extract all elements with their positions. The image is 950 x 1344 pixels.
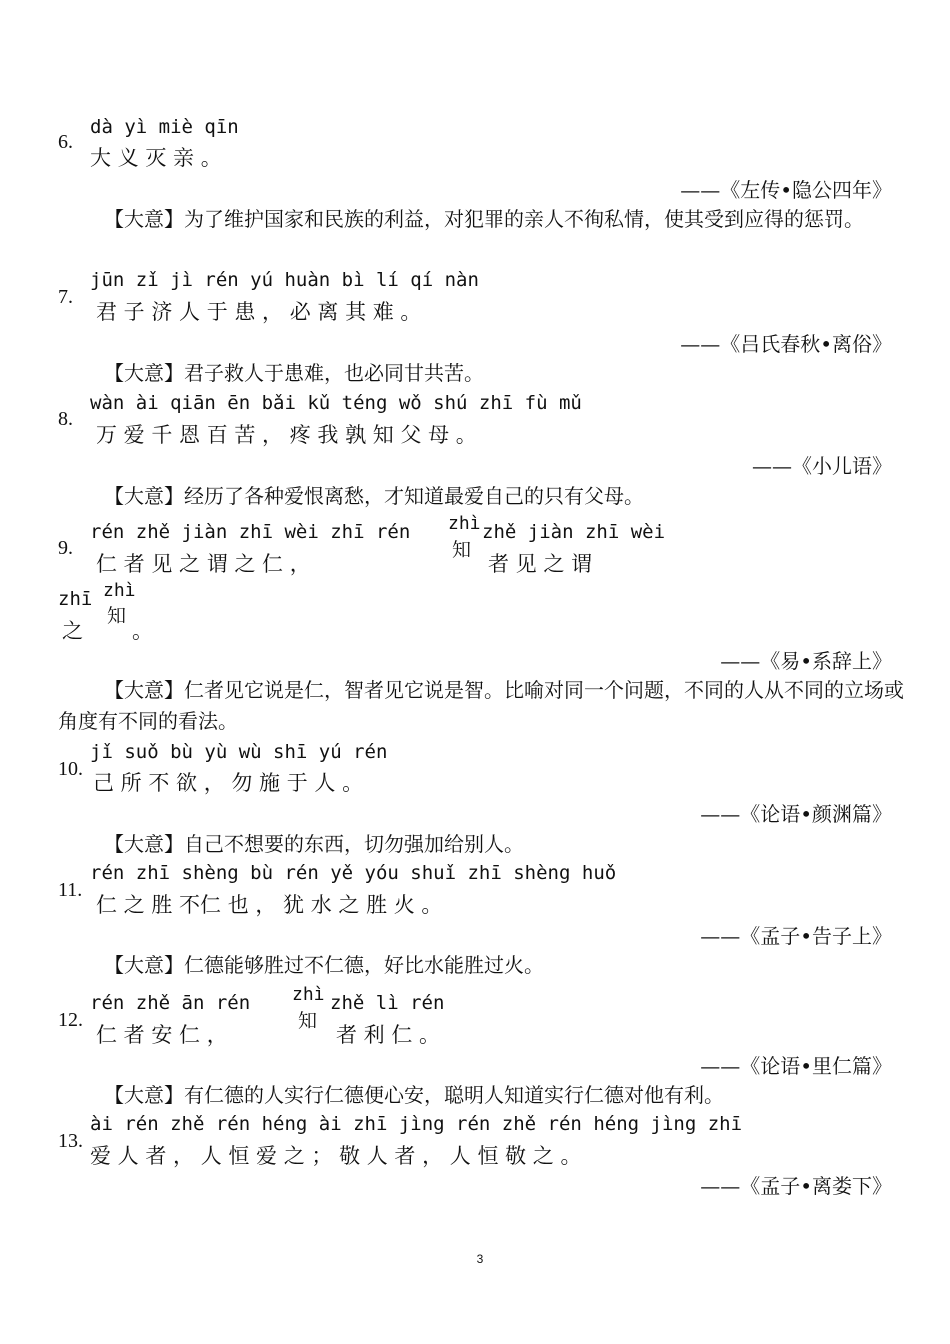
source-citation: ——《论语•颜渊篇》: [700, 802, 892, 826]
entry-number: 12.: [58, 1009, 83, 1031]
meaning-text: 【大意】自己不想要的东西，切勿强加给别人。: [104, 832, 524, 856]
entry-number: 7.: [58, 286, 73, 308]
hanzi-line: 者 见 之 谓: [488, 552, 593, 576]
pinyin-line: ài rén zhě rén héng ài zhī jìng rén zhě rén héng jìng zhī: [90, 1113, 743, 1135]
pinyin-line: zhě lì rén: [330, 992, 445, 1014]
pinyin-line: dà yì miè qīn: [90, 116, 239, 138]
hanzi-line: 爱 人 者 ， 人 恒 爱 之 ； 敬 人 者 ， 人 恒 敬 之 。: [90, 1144, 582, 1168]
hanzi-line: 仁 者 安 仁 ，: [96, 1023, 228, 1047]
source-citation: ——《论语•里仁篇》: [700, 1054, 892, 1078]
ruby-pinyin: zhì: [103, 580, 136, 601]
meaning-text: 【大意】君子救人于患难，也必同甘共苦。: [104, 361, 484, 385]
meaning-text: 【大意】为了维护国家和民族的利益，对犯罪的亲人不徇私情，使其受到应得的惩罚。: [104, 207, 864, 231]
source-citation: ——《左传•隐公四年》: [680, 178, 892, 202]
page-number: 3: [476, 1252, 484, 1266]
pinyin-line: rén zhě ān rén: [90, 992, 251, 1014]
meaning-text: 【大意】经历了各种爱恨离愁，才知道最爱自己的只有父母。: [104, 484, 644, 508]
hanzi-line: 己 所 不 欲 ， 勿 施 于 人 。: [93, 771, 364, 795]
entry-number: 11.: [58, 879, 83, 901]
pinyin-line: wàn ài qiān ēn bǎi kǔ téng wǒ shú zhī fù mǔ: [90, 392, 582, 414]
hanzi-line: 仁 之 胜 不仁 也 ， 犹 水 之 胜 火 。: [96, 893, 443, 917]
ruby-char: 知: [298, 1010, 318, 1032]
entry-number: 10.: [58, 758, 83, 780]
source-citation: ——《易•系辞上》: [720, 649, 892, 673]
pinyin-line: zhī: [58, 588, 93, 610]
meaning-text: 【大意】仁德能够胜过不仁德，好比水能胜过火。: [104, 953, 544, 977]
pinyin-line: zhě jiàn zhī wèi: [482, 521, 666, 543]
ruby-pinyin: zhì: [292, 984, 325, 1005]
pinyin-line: jūn zǐ jì rén yú huàn bì lí qí nàn: [90, 269, 479, 291]
hanzi-line: 之: [62, 619, 83, 643]
hanzi-line: 万 爱 千 恩 百 苦 ， 疼 我 孰 知 父 母 。: [96, 423, 477, 447]
end-punctuation: 。: [132, 619, 153, 643]
ruby-pinyin: zhì: [448, 513, 481, 534]
source-citation: ——《孟子•告子上》: [700, 924, 892, 948]
hanzi-line: 大 义 灭 亲 。: [90, 146, 222, 170]
ruby-char: 知: [452, 539, 472, 561]
meaning-text: 【大意】有仁德的人实行仁德便心安，聪明人知道实行仁德对他有利。: [104, 1083, 724, 1107]
pinyin-line: jǐ suǒ bù yù wù shī yú rén: [90, 741, 388, 763]
entry-number: 9.: [58, 537, 73, 559]
pinyin-line: rén zhě jiàn zhī wèi zhī rén: [90, 521, 411, 543]
source-citation: ——《孟子•离娄下》: [700, 1174, 892, 1198]
hanzi-line: 仁 者 见 之 谓 之 仁 ，: [96, 552, 311, 576]
ruby-char: 知: [107, 605, 127, 627]
entry-number: 8.: [58, 408, 73, 430]
entry-number: 13.: [58, 1130, 83, 1152]
entry-number: 6.: [58, 131, 73, 153]
hanzi-line: 者 利 仁 。: [336, 1023, 441, 1047]
pinyin-line: rén zhī shèng bù rén yě yóu shuǐ zhī shèng huǒ: [90, 862, 617, 884]
hanzi-line: 君 子 济 人 于 患 ， 必 离 其 难 。: [96, 300, 422, 324]
source-citation: ——《小儿语》: [752, 454, 892, 478]
source-citation: ——《吕氏春秋•离俗》: [680, 332, 892, 356]
meaning-text: 【大意】仁者见它说是仁，智者见它说是智。比喻对同一个问题，不同的人从不同的立场或角度有不同的看法。: [58, 678, 904, 733]
